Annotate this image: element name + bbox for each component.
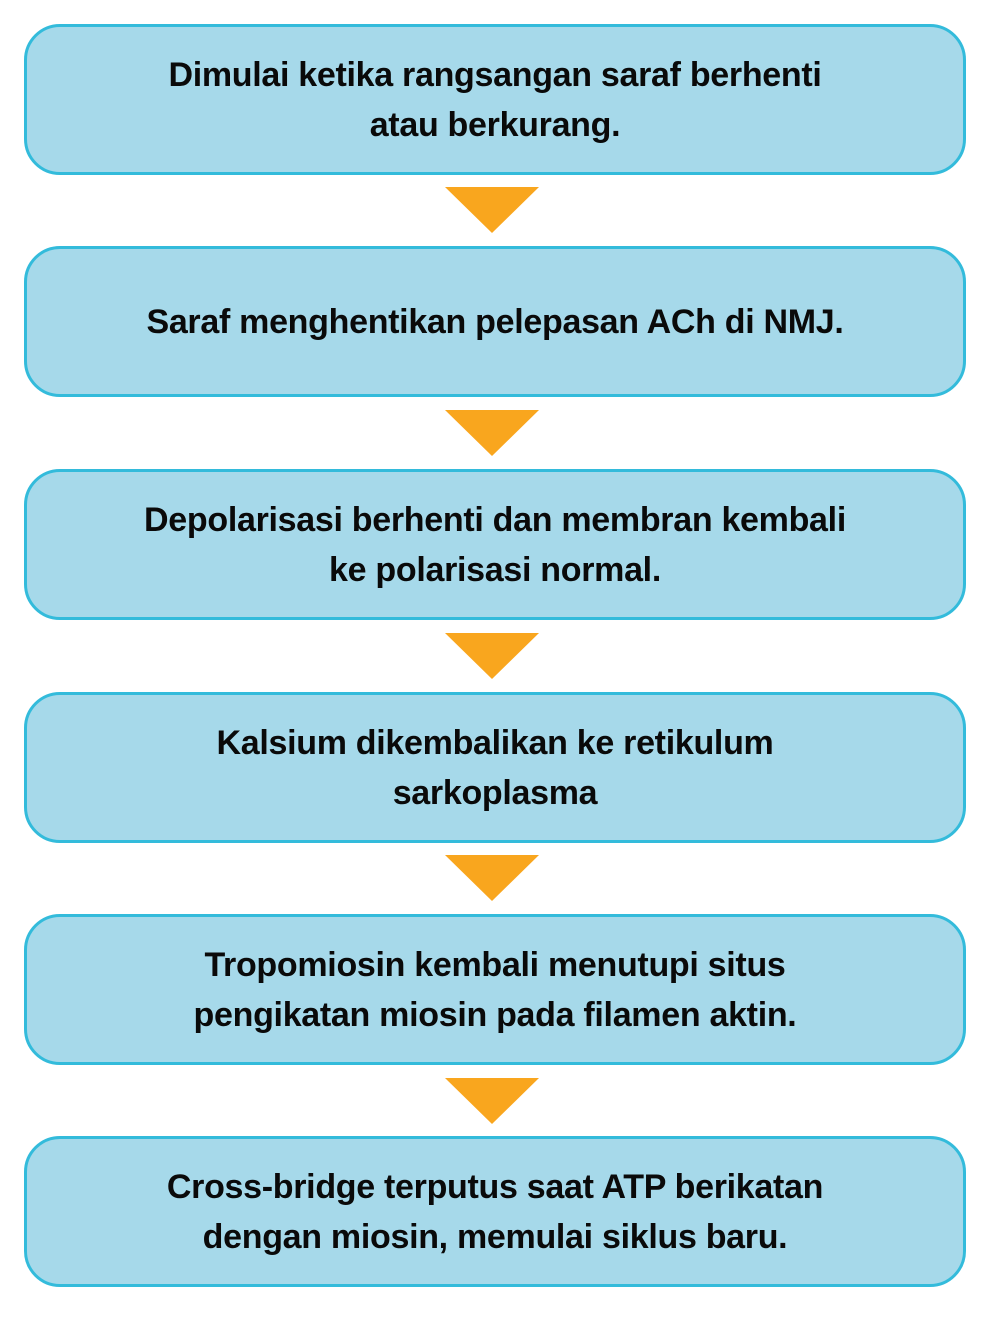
step-box-6 <box>24 1136 966 1287</box>
down-arrow-icon <box>445 855 539 901</box>
step-box-3 <box>24 469 966 620</box>
step-box-1 <box>24 24 966 175</box>
step-6-line-2: dengan miosin, memulai siklus baru. <box>202 1217 788 1256</box>
step-box-2 <box>24 246 966 397</box>
down-arrow-icon <box>445 633 539 679</box>
down-arrow-icon <box>445 187 539 233</box>
step-5-line-2: pengikatan miosin pada filamen aktin. <box>193 995 797 1034</box>
step-3-line-2: ke polarisasi normal. <box>329 550 661 589</box>
step-6-line-1: Cross-bridge terputus saat ATP berikatan <box>166 1167 824 1206</box>
step-3-line-1: Depolarisasi berhenti dan membran kembali <box>144 500 846 539</box>
step-box-5 <box>24 914 966 1065</box>
down-arrow-icon <box>445 410 539 456</box>
step-1-line-1: Dimulai ketika rangsangan saraf berhenti <box>168 55 822 94</box>
step-1-line-2: atau berkurang. <box>369 105 621 144</box>
step-box-4 <box>24 692 966 843</box>
down-arrow-icon <box>445 1078 539 1124</box>
step-4-line-1: Kalsium dikembalikan ke retikulum <box>216 723 774 762</box>
step-5-line-1: Tropomiosin kembali menutupi situs <box>204 945 786 984</box>
step-4-line-2: sarkoplasma <box>392 773 598 812</box>
step-2-line-1: Saraf menghentikan pelepasan ACh di NMJ. <box>146 302 844 341</box>
